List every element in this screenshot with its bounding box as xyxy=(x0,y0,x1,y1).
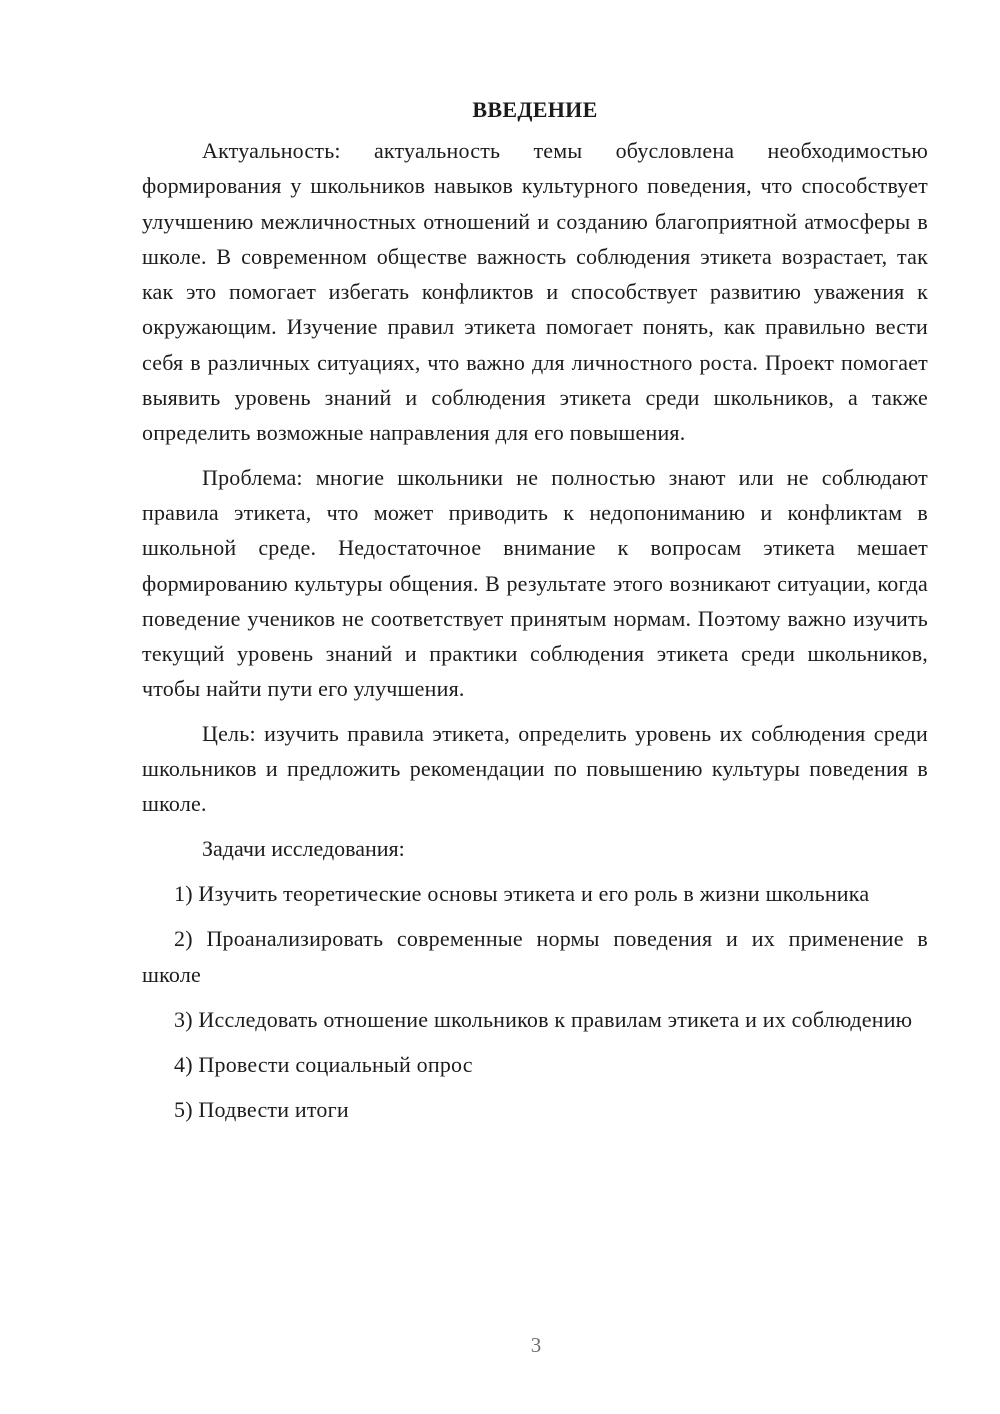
tasks-heading: Задачи исследования: xyxy=(202,835,405,861)
page-title: ВВЕДЕНИЕ xyxy=(472,97,598,122)
page-number: 3 xyxy=(530,1333,542,1357)
paragraph-relevance: Актуальность: актуальность темы обусловлена необходимостью формирования у школьников навыков культурного поведения, что способствует улучшению межличностных отношений и созданию благоприятной атмосферы в школе. В современном обществе важность соблюдения этикета возрастает, так как это помогает избегать конфликтов и способствует развитию уважения к окружающим. Изучение правил этикета помогает понять, как правильно вести себя в различных ситуациях, что важно для личностного роста. Проект помогает выявить уровень знаний и соблюдения этикета среди школьников, а также определить возможные направления для его повышения. xyxy=(142,138,928,446)
task-item: 1) Изучить теоретические основы этикета и его роль в жизни школьника xyxy=(174,880,870,906)
task-item: 5) Подвести итоги xyxy=(174,1097,349,1123)
task-list xyxy=(142,876,928,1128)
task-item: 3) Исследовать отношение школьников к правилам этикета и их соблюдению xyxy=(174,1006,913,1032)
paragraph-problem: Проблема: многие школьники не полностью знают или не соблюдают правила этикета, что может приводить к недопониманию и конфликтам в школьной среде. Недостаточное внимание к вопросам этикета мешает формированию культуры общения. В результате этого возникают ситуации, когда поведение учеников не соответствует принятым нормам. Поэтому важно изучить текущий уровень знаний и практики соблюдения этикета среди школьников, чтобы найти пути его улучшения. xyxy=(142,464,928,702)
task-item: 4) Провести социальный опрос xyxy=(174,1052,473,1078)
paragraph-goal: Цель: изучить правила этикета, определить уровень их соблюдения среди школьников и предложить рекомендации по повышению культуры поведения в школе. xyxy=(142,720,928,817)
document-page xyxy=(142,92,928,1138)
task-item: 2) Проанализировать современные нормы поведения и их применение в школе xyxy=(142,926,928,987)
